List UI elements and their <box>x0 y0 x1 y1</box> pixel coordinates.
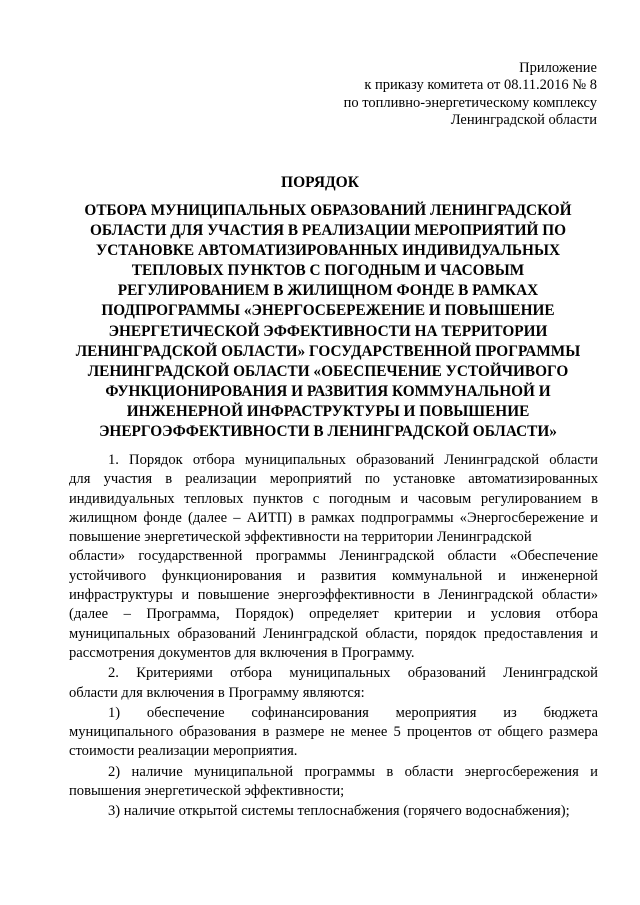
text-line: инфраструктуры и повышение энергоэффективности в Ленинградской области» <box>69 587 598 604</box>
text-line: повышения энергетической эффективности; <box>69 783 345 800</box>
appendix-line: Приложение <box>519 60 597 76</box>
appendix-line: к приказу комитета от 08.11.2016 № 8 <box>364 77 597 94</box>
document-title: ПОРЯДОК <box>281 174 359 191</box>
text-line: муниципальных образований Ленинградской области, порядок предоставления и <box>69 625 598 642</box>
text-line: 2) наличие муниципальной программы в области энергосбережения и <box>108 763 598 780</box>
text-line: 1) обеспечение софинансирования мероприятия из бюджета <box>108 704 598 721</box>
text-line: 3) наличие открытой системы теплоснабжения (горячего водоснабжения); <box>108 803 570 820</box>
subtitle-line: ЛЕНИНГРАДСКОЙ ОБЛАСТИ» ГОСУДАРСТВЕННОЙ ПРОГРАММЫ <box>75 342 581 360</box>
document-body <box>69 451 598 822</box>
subtitle-line: ЭНЕРГЕТИЧЕСКОЙ ЭФФЕКТИВНОСТИ НА ТЕРРИТОРИИ <box>108 322 548 340</box>
appendix-line: по топливно-энергетическому комплексу <box>343 94 597 111</box>
subtitle-line: ПОДПРОГРАММЫ «ЭНЕРГОСБЕРЕЖЕНИЕ И ПОВЫШЕНИЕ <box>101 302 555 320</box>
subtitle-line: УСТАНОВКЕ АВТОМАТИЗИРОВАННЫХ ИНДИВИДУАЛЬНЫХ <box>95 242 561 260</box>
subtitle-line: ИНЖЕНЕРНОЙ ИНФРАСТРУКТУРЫ И ПОВЫШЕНИЕ <box>126 402 530 420</box>
text-line: стоимости реализации мероприятия. <box>69 743 298 760</box>
paragraph-criterion-1 <box>69 704 598 762</box>
subtitle-line: РЕГУЛИРОВАНИЕМ В ЖИЛИЩНОМ ФОНДЕ В РАМКАХ <box>117 282 539 300</box>
paragraph-criterion-2 <box>69 763 598 802</box>
text-line: повышение энергетической эффективности на территории Ленинградской <box>69 529 532 546</box>
text-line: 1. Порядок отбора муниципальных образований Ленинградской области <box>108 452 598 468</box>
subtitle-line: ЛЕНИНГРАДСКОЙ ОБЛАСТИ «ОБЕСПЕЧЕНИЕ УСТОЙЧИВОГО <box>87 362 569 380</box>
text-line: жилищном фонде (далее – АИТП) в рамках подпрограммы «Энергосбережение и <box>69 509 598 526</box>
document-subtitle <box>58 201 598 442</box>
subtitle-line: ТЕПЛОВЫХ ПУНКТОВ С ПОГОДНЫМ И ЧАСОВЫМ <box>131 262 525 280</box>
subtitle-line: ОБЛАСТИ ДЛЯ УЧАСТИЯ В РЕАЛИЗАЦИИ МЕРОПРИЯТИЙ ПО <box>90 222 566 240</box>
text-line: для участия в реализации мероприятий по установке автоматизированных <box>69 471 598 488</box>
paragraph-criterion-3 <box>69 802 598 821</box>
appendix-header <box>344 60 597 129</box>
text-line: области для включения в Программу являются: <box>69 684 365 701</box>
text-line: индивидуальных тепловых пунктов с погодным и часовым регулированием в <box>69 490 598 507</box>
text-line: области» государственной программы Ленинградской области «Обеспечение <box>69 548 598 565</box>
text-line: (далее – Программа, Порядок) определяет критерии и условия отбора <box>69 606 598 623</box>
text-line: 2. Критериями отбора муниципальных образований Ленинградской <box>108 665 598 682</box>
text-line: устойчивого функционирования и развития коммунальной и инженерной <box>69 567 598 584</box>
subtitle-line: ОТБОРА МУНИЦИПАЛЬНЫХ ОБРАЗОВАНИЙ ЛЕНИНГРАДСКОЙ <box>84 202 572 219</box>
text-line: рассмотрения документов для включения в Программу. <box>69 644 415 661</box>
subtitle-line: ЭНЕРГОЭФФЕКТИВНОСТИ В ЛЕНИНГРАДСКОЙ ОБЛАСТИ» <box>99 423 557 441</box>
text-line: муниципального образования в размере не менее 5 процентов от общего размера <box>69 724 598 741</box>
paragraph-2 <box>69 664 598 703</box>
paragraph-1 <box>69 451 598 663</box>
appendix-line: Ленинградской области <box>450 111 597 128</box>
subtitle-line: ФУНКЦИОНИРОВАНИЯ И РАЗВИТИЯ КОММУНАЛЬНОЙ И <box>105 382 551 400</box>
